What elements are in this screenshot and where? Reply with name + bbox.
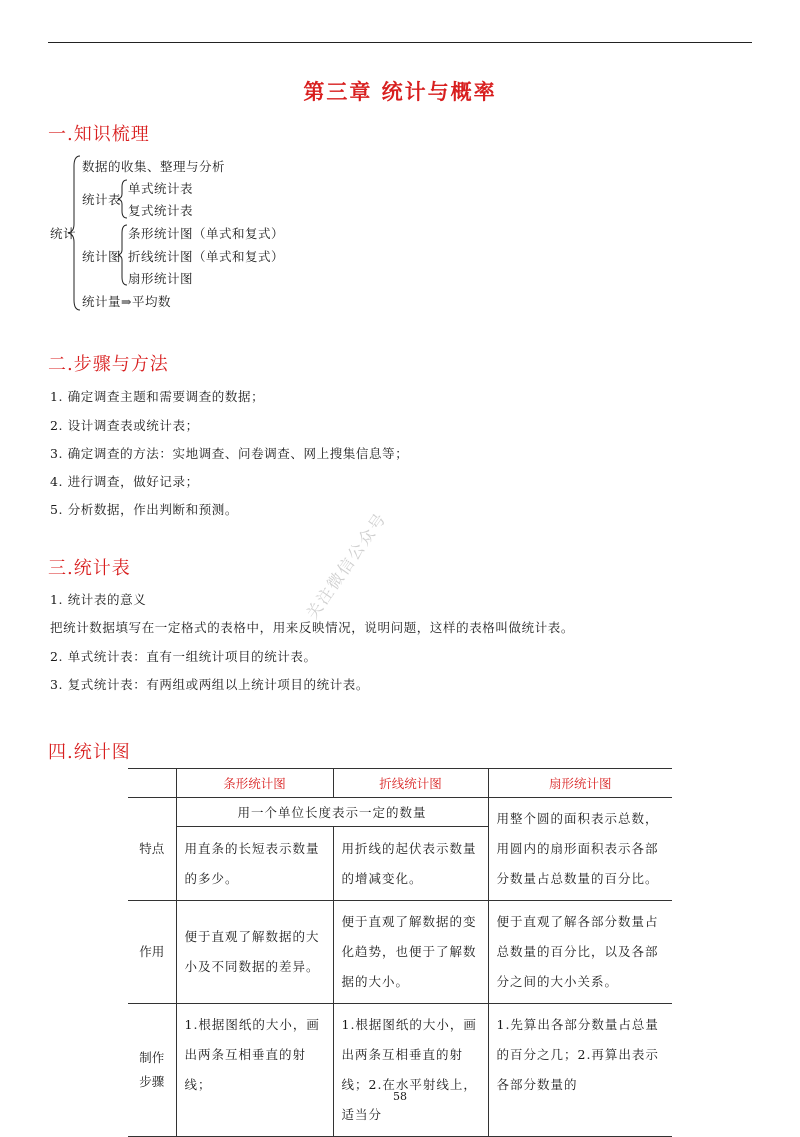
feature-line-cell: 用折线的起伏表示数量的增减变化。 bbox=[333, 827, 488, 901]
tree-chart-group: 统计图 bbox=[82, 249, 122, 264]
arrow-icon: ⇒ bbox=[121, 294, 132, 309]
table-row bbox=[128, 798, 672, 827]
steps-pie-cell: 1.先算出各部分数量占总量的百分之几；2.再算出表示各部分数量的 bbox=[488, 1004, 672, 1137]
row-label-steps: 制作步骤 bbox=[128, 1004, 176, 1137]
table-header-pie: 扇形统计图 bbox=[488, 769, 672, 798]
tree-root: 统计 bbox=[50, 226, 77, 241]
section-heading-knowledge: 一.知识梳理 bbox=[48, 124, 150, 145]
table-row bbox=[128, 1004, 672, 1137]
tree-measure-value: 平均数 bbox=[132, 294, 172, 309]
table-row bbox=[128, 901, 672, 1004]
table-header-line: 折线统计图 bbox=[333, 769, 488, 798]
use-bar-cell: 便于直观了解数据的大小及不同数据的差异。 bbox=[176, 901, 333, 1004]
feature-bar-cell: 用直条的长短表示数量的多少。 bbox=[176, 827, 333, 901]
compound-table-def: 3. 复式统计表：有两组或两组以上统计项目的统计表。 bbox=[50, 677, 370, 692]
tree-table-group: 统计表 bbox=[82, 192, 122, 207]
watermark: 关注微信公众号 bbox=[302, 508, 391, 623]
row-label-feature: 特点 bbox=[128, 798, 176, 901]
use-pie-cell: 便于直观了解各部分数量占总数量的百分比，以及各部分之间的大小关系。 bbox=[488, 901, 672, 1004]
tree-chart-line: 折线统计图（单式和复式） bbox=[128, 249, 285, 264]
section-heading-chart: 四.统计图 bbox=[48, 742, 131, 763]
step-line: 3. 确定调查的方法：实地调查、问卷调查、网上搜集信息等； bbox=[50, 446, 409, 461]
step-line: 5. 分析数据，作出判断和预测。 bbox=[50, 502, 239, 517]
single-table-def: 2. 单式统计表：直有一组统计项目的统计表。 bbox=[50, 649, 317, 664]
chart-comparison-table bbox=[128, 768, 672, 1137]
page-number: 58 bbox=[393, 1090, 407, 1103]
tree-measure bbox=[82, 292, 171, 310]
tree-measure-label: 统计量 bbox=[82, 294, 122, 309]
table-header-bar: 条形统计图 bbox=[176, 769, 333, 798]
tree-item-data: 数据的收集、整理与分析 bbox=[82, 159, 226, 174]
step-line: 1. 确定调查主题和需要调查的数据； bbox=[50, 389, 265, 404]
feature-shared-cell: 用一个单位长度表示一定的数量 bbox=[176, 798, 488, 827]
tree-table-single: 单式统计表 bbox=[128, 181, 194, 196]
section-heading-table: 三.统计表 bbox=[48, 558, 131, 579]
steps-bar-cell: 1.根据图纸的大小，画出两条互相垂直的射线； bbox=[176, 1004, 333, 1137]
table-header-empty bbox=[128, 769, 176, 798]
tree-chart-bar: 条形统计图（单式和复式） bbox=[128, 226, 285, 241]
table-header-row bbox=[128, 769, 672, 798]
table-meaning-text: 把统计数据填写在一定格式的表格中，用来反映情况，说明问题，这样的表格叫做统计表。 bbox=[50, 620, 575, 635]
chapter-title: 第三章 统计与概率 bbox=[303, 79, 497, 104]
use-line-cell: 便于直观了解数据的变化趋势，也便于了解数据的大小。 bbox=[333, 901, 488, 1004]
tree-chart-pie: 扇形统计图 bbox=[128, 271, 194, 286]
tree-table-compound: 复式统计表 bbox=[128, 203, 194, 218]
step-line: 4. 进行调查，做好记录； bbox=[50, 474, 199, 489]
section-heading-steps: 二.步骤与方法 bbox=[48, 354, 169, 375]
feature-pie-cell: 用整个圆的面积表示总数，用圆内的扇形面积表示各部分数量占总数量的百分比。 bbox=[488, 798, 672, 901]
table-meaning-title: 1. 统计表的意义 bbox=[50, 592, 147, 607]
step-line: 2. 设计调查表或统计表； bbox=[50, 418, 199, 433]
row-label-use: 作用 bbox=[128, 901, 176, 1004]
steps-line-cell: 1.根据图纸的大小，画出两条互相垂直的射线；2.在水平射线上，适当分 bbox=[333, 1004, 488, 1137]
